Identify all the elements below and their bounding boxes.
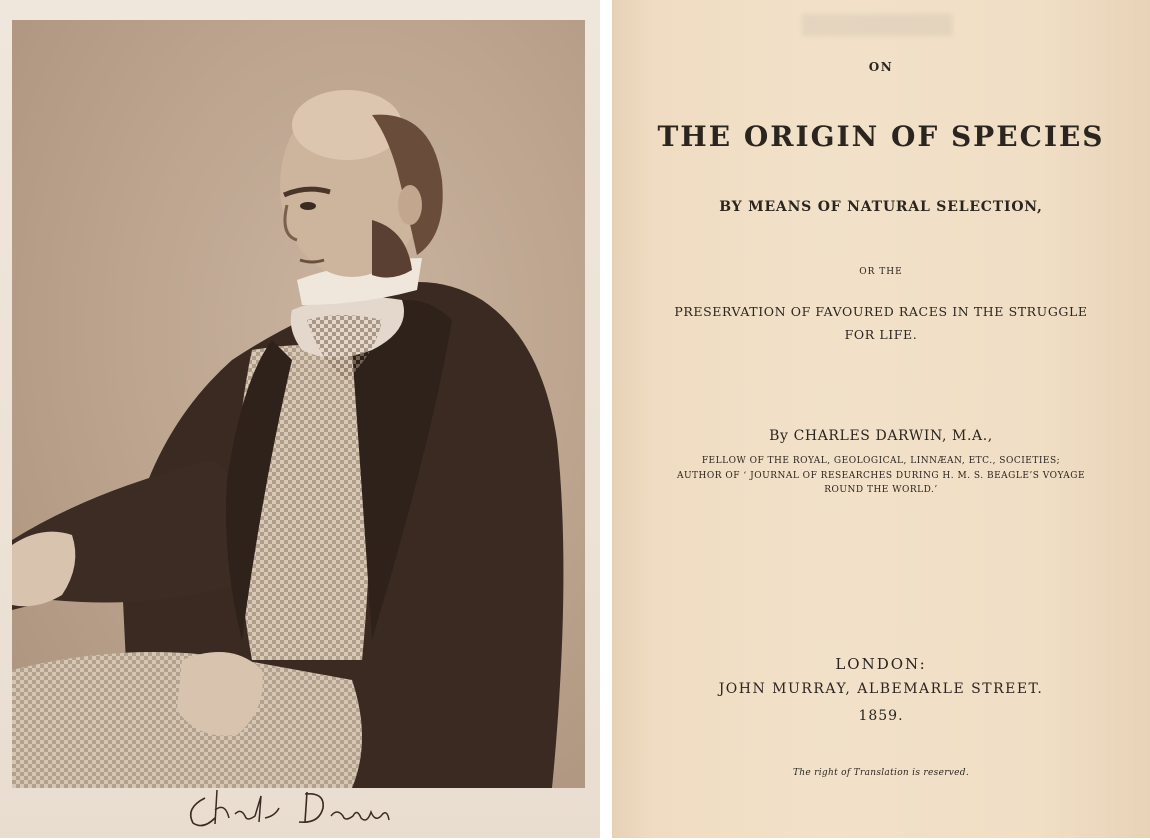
book-title: THE ORIGIN OF SPECIES	[657, 120, 1105, 153]
darwin-signature	[175, 778, 435, 836]
author-credentials: FELLOW OF THE ROYAL, GEOLOGICAL, LINNÆAN, ETC., SOCIETIES;	[701, 456, 1061, 466]
author-line: By CHARLES DARWIN, M.A.,	[769, 428, 993, 444]
imprint-year: 1859.	[858, 708, 904, 724]
author-works-1: AUTHOR OF ‘ JOURNAL OF RESEARCHES DURING H. M. S. BEAGLE’S VOYAGE	[676, 471, 1086, 481]
author-works-2: ROUND THE WORLD.’	[824, 485, 938, 495]
darwin-portrait-photo	[12, 20, 585, 788]
heading-on: ON	[868, 60, 894, 74]
subtitle-preservation-1: PRESERVATION OF FAVOURED RACES IN THE STRUGGLE	[674, 304, 1088, 319]
subtitle-preservation-2: FOR LIFE.	[844, 327, 918, 342]
signature-scribble	[175, 778, 435, 836]
subtitle-or-the: OR THE	[859, 267, 903, 277]
faded-library-stamp	[802, 14, 952, 36]
imprint-publisher: JOHN MURRAY, ALBEMARLE STREET.	[718, 681, 1044, 697]
subtitle-means: BY MEANS OF NATURAL SELECTION,	[719, 199, 1043, 215]
title-page	[612, 0, 1150, 838]
page-gutter	[600, 0, 612, 838]
portrait-illustration	[12, 20, 585, 788]
rights-notice: The right of Translation is reserved.	[792, 768, 970, 778]
imprint-city: LONDON:	[835, 655, 927, 673]
